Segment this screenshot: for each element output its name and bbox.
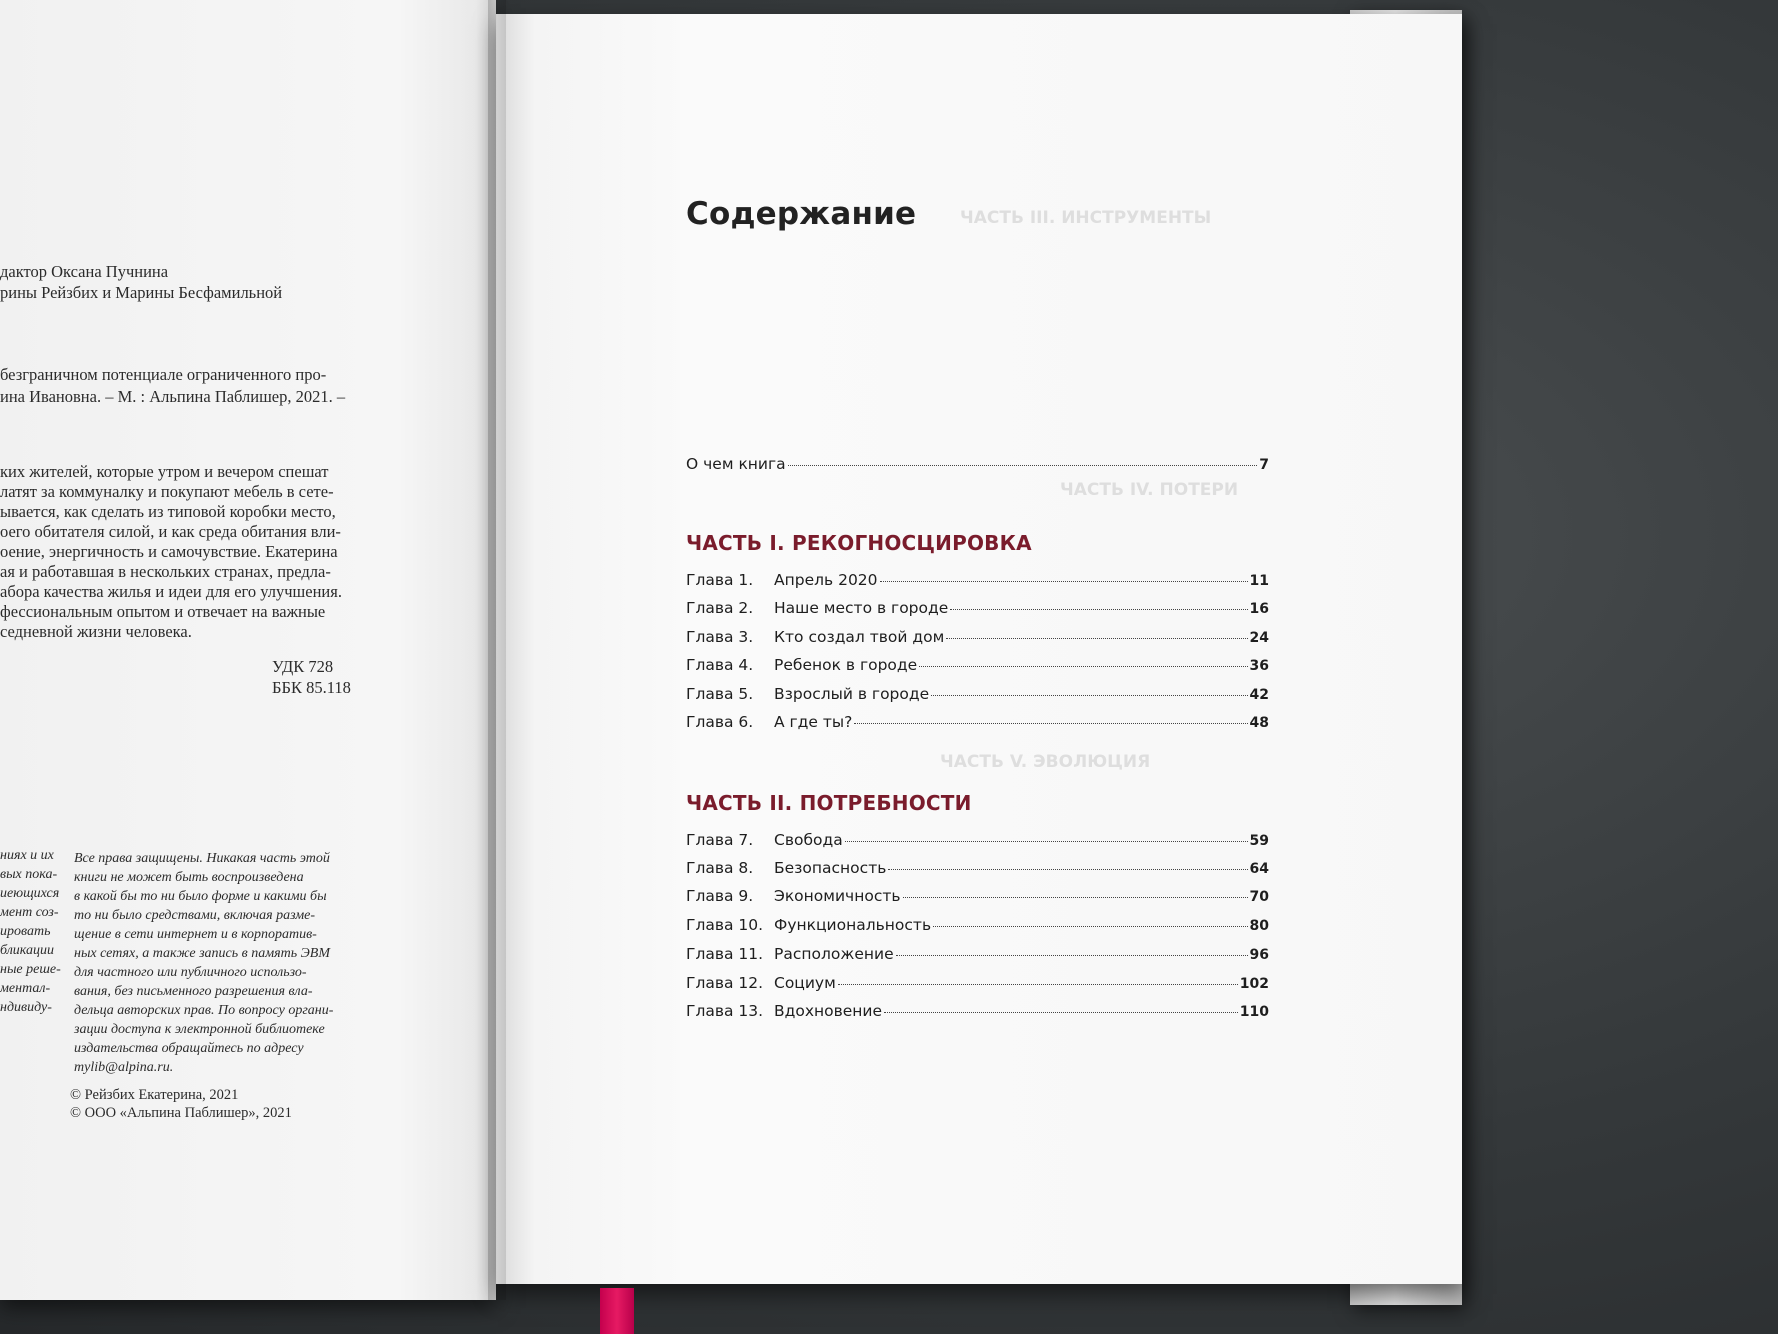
copyright-line: © Рейзбих Екатерина, 2021 [70, 1087, 239, 1103]
dot-leader [896, 955, 1248, 956]
chapter-number: Глава 6. [686, 713, 754, 731]
toc-title: Содержание [686, 196, 917, 232]
toc-page-number: 70 [1249, 889, 1269, 905]
chapter-number: Глава 8. [686, 859, 754, 877]
chapter-title: Свобода [774, 831, 843, 849]
dot-leader [950, 609, 1247, 610]
annotation-line: ывается, как сделать из типовой коробки место, [0, 502, 336, 521]
toc-page-number: 7 [1259, 457, 1269, 473]
rights-line: щение в сети интернет и в корпоратив- [74, 927, 317, 942]
toc-entry [686, 916, 1269, 938]
annotation-line: седневной жизни человека. [0, 622, 192, 641]
chapter-title: Социум [774, 974, 836, 992]
dot-leader [884, 1012, 1238, 1013]
dot-leader [880, 581, 1248, 582]
side-fragment-line: ментал- [0, 981, 51, 996]
chapter-number: Глава 5. [686, 685, 754, 703]
chapter-number: Глава 9. [686, 887, 754, 905]
rights-email: mylib@alpina.ru. [74, 1060, 174, 1075]
annotation-line: фессиональным опытом и отвечает на важные [0, 602, 326, 621]
annotation-line: латят за коммуналку и покупают мебель в сете- [0, 482, 334, 501]
annotation-line: ких жителей, которые утром и вечером спешат [0, 462, 329, 481]
toc-entry-intro [686, 455, 1269, 477]
chapter-number: Глава 1. [686, 571, 754, 589]
dot-leader [845, 841, 1248, 842]
dot-leader [931, 695, 1247, 696]
toc-page-number: 59 [1249, 833, 1269, 849]
annotation-line: оего обитателя силой, и как среда обитания вли- [0, 522, 341, 541]
rights-line: дельца авторских прав. По вопросу органи- [74, 1003, 334, 1018]
toc-page-number: 64 [1249, 861, 1269, 877]
toc-entry [686, 859, 1269, 881]
rights-line: для частного или публичного использо- [74, 965, 307, 980]
part-heading: ЧАСТЬ I. РЕКОГНОСЦИРОВКА [686, 531, 1032, 555]
dot-leader [838, 984, 1238, 985]
chapter-title: Апрель 2020 [774, 571, 878, 589]
toc-entry [686, 685, 1269, 707]
udk-code: УДК 728 [272, 657, 334, 676]
chapter-title: Наше место в городе [774, 599, 949, 617]
side-fragment-line: бликации [0, 943, 54, 958]
copyright-line: © ООО «Альпина Паблишер», 2021 [70, 1105, 292, 1121]
bleed-through-heading: ЧАСТЬ IV. ПОТЕРИ [1060, 480, 1239, 500]
rights-line: вания, без письменного разрешения вла- [74, 984, 313, 999]
dot-leader [788, 465, 1258, 466]
citation-line: безграничном потенциале ограниченного про- [0, 365, 327, 384]
toc-entry [686, 887, 1269, 909]
bbk-code: ББК 85.118 [272, 678, 351, 697]
rights-line: ных сетях, а также запись в память ЭВМ [74, 946, 331, 961]
bleed-through-heading: ЧАСТЬ III. ИНСТРУМЕНТЫ [960, 208, 1212, 228]
dot-leader [888, 869, 1247, 870]
rights-line: то ни было средствами, включая разме- [74, 908, 316, 923]
dot-leader [854, 723, 1247, 724]
toc-entry [686, 831, 1269, 853]
toc-page-number: 36 [1249, 658, 1269, 674]
rights-line: зации доступа к электронной библиотеке [74, 1022, 325, 1037]
toc-page-number: 42 [1249, 687, 1269, 703]
citation-line: ина Ивановна. – М. : Альпина Паблишер, 2021. – [0, 387, 346, 406]
ribbon-bookmark [600, 1288, 634, 1334]
imprint-line: рины Рейзбих и Марины Бесфамильной [0, 283, 283, 302]
dot-leader [946, 638, 1247, 639]
toc-page-number: 110 [1239, 1004, 1269, 1020]
side-fragment-line: ндивиду- [0, 1000, 52, 1015]
toc-page-number: 11 [1249, 573, 1269, 589]
chapter-title: Вдохновение [774, 1002, 883, 1020]
chapter-title: Расположение [774, 945, 894, 963]
chapter-number: Глава 2. [686, 599, 754, 617]
toc-page-number: 96 [1249, 947, 1269, 963]
toc-page-number: 102 [1239, 976, 1269, 992]
chapter-number: Глава 13. [686, 1002, 764, 1020]
imprint-line: дактор Оксана Пучнина [0, 262, 169, 281]
toc-entry [686, 599, 1269, 621]
annotation-line: абора качества жилья и идеи для его улучшения. [0, 582, 342, 601]
side-fragment-line: ировать [0, 924, 51, 939]
chapter-title: Безопасность [774, 859, 887, 877]
chapter-title: Ребенок в городе [774, 656, 918, 674]
toc-page-number: 80 [1249, 918, 1269, 934]
chapter-title: Экономичность [774, 887, 901, 905]
dot-leader [903, 897, 1248, 898]
chapter-title: Функциональность [774, 916, 932, 934]
side-fragment-line: вых пока- [0, 867, 58, 882]
toc-entry [686, 974, 1269, 996]
toc-page-number: 16 [1249, 601, 1269, 617]
part-heading: ЧАСТЬ II. ПОТРЕБНОСТИ [686, 791, 972, 815]
chapter-number: Глава 4. [686, 656, 754, 674]
toc-entry [686, 713, 1269, 735]
side-fragment-line: иеющихся [0, 886, 60, 901]
chapter-number: Глава 3. [686, 628, 754, 646]
annotation-line: ая и работавшая в нескольких странах, предла- [0, 562, 331, 581]
rights-line: Все права защищены. Никакая часть этой [74, 851, 330, 866]
dot-leader [919, 666, 1247, 667]
toc-entry [686, 945, 1269, 967]
chapter-number: Глава 11. [686, 945, 764, 963]
side-fragment-line: ные реше- [0, 962, 61, 977]
bleed-through-heading: ЧАСТЬ V. ЭВОЛЮЦИЯ [940, 752, 1151, 772]
annotation-line: оение, энергичность и самочувствие. Екатерина [0, 542, 338, 561]
dot-leader [933, 926, 1247, 927]
rights-line: книги не может быть воспроизведена [74, 870, 304, 885]
chapter-number: Глава 7. [686, 831, 754, 849]
book-gutter [488, 0, 506, 1300]
chapter-number: Глава 10. [686, 916, 764, 934]
chapter-title: Взрослый в городе [774, 685, 930, 703]
toc-entry [686, 656, 1269, 678]
rights-line: в какой бы то ни было форме и какими бы [74, 889, 327, 904]
toc-entry [686, 571, 1269, 593]
chapter-title: А где ты? [774, 713, 853, 731]
toc-entry-title: О чем книга [686, 455, 786, 473]
toc-page-number: 24 [1249, 630, 1269, 646]
side-fragment-line: мент соз- [0, 905, 59, 920]
chapter-number: Глава 12. [686, 974, 764, 992]
toc-entry [686, 628, 1269, 650]
rights-line: издательства обращайтесь по адресу [74, 1041, 304, 1056]
side-fragment-line: ниях и их [0, 848, 54, 863]
toc-entry [686, 1002, 1269, 1024]
chapter-title: Кто создал твой дом [774, 628, 945, 646]
toc-page-number: 48 [1249, 715, 1269, 731]
